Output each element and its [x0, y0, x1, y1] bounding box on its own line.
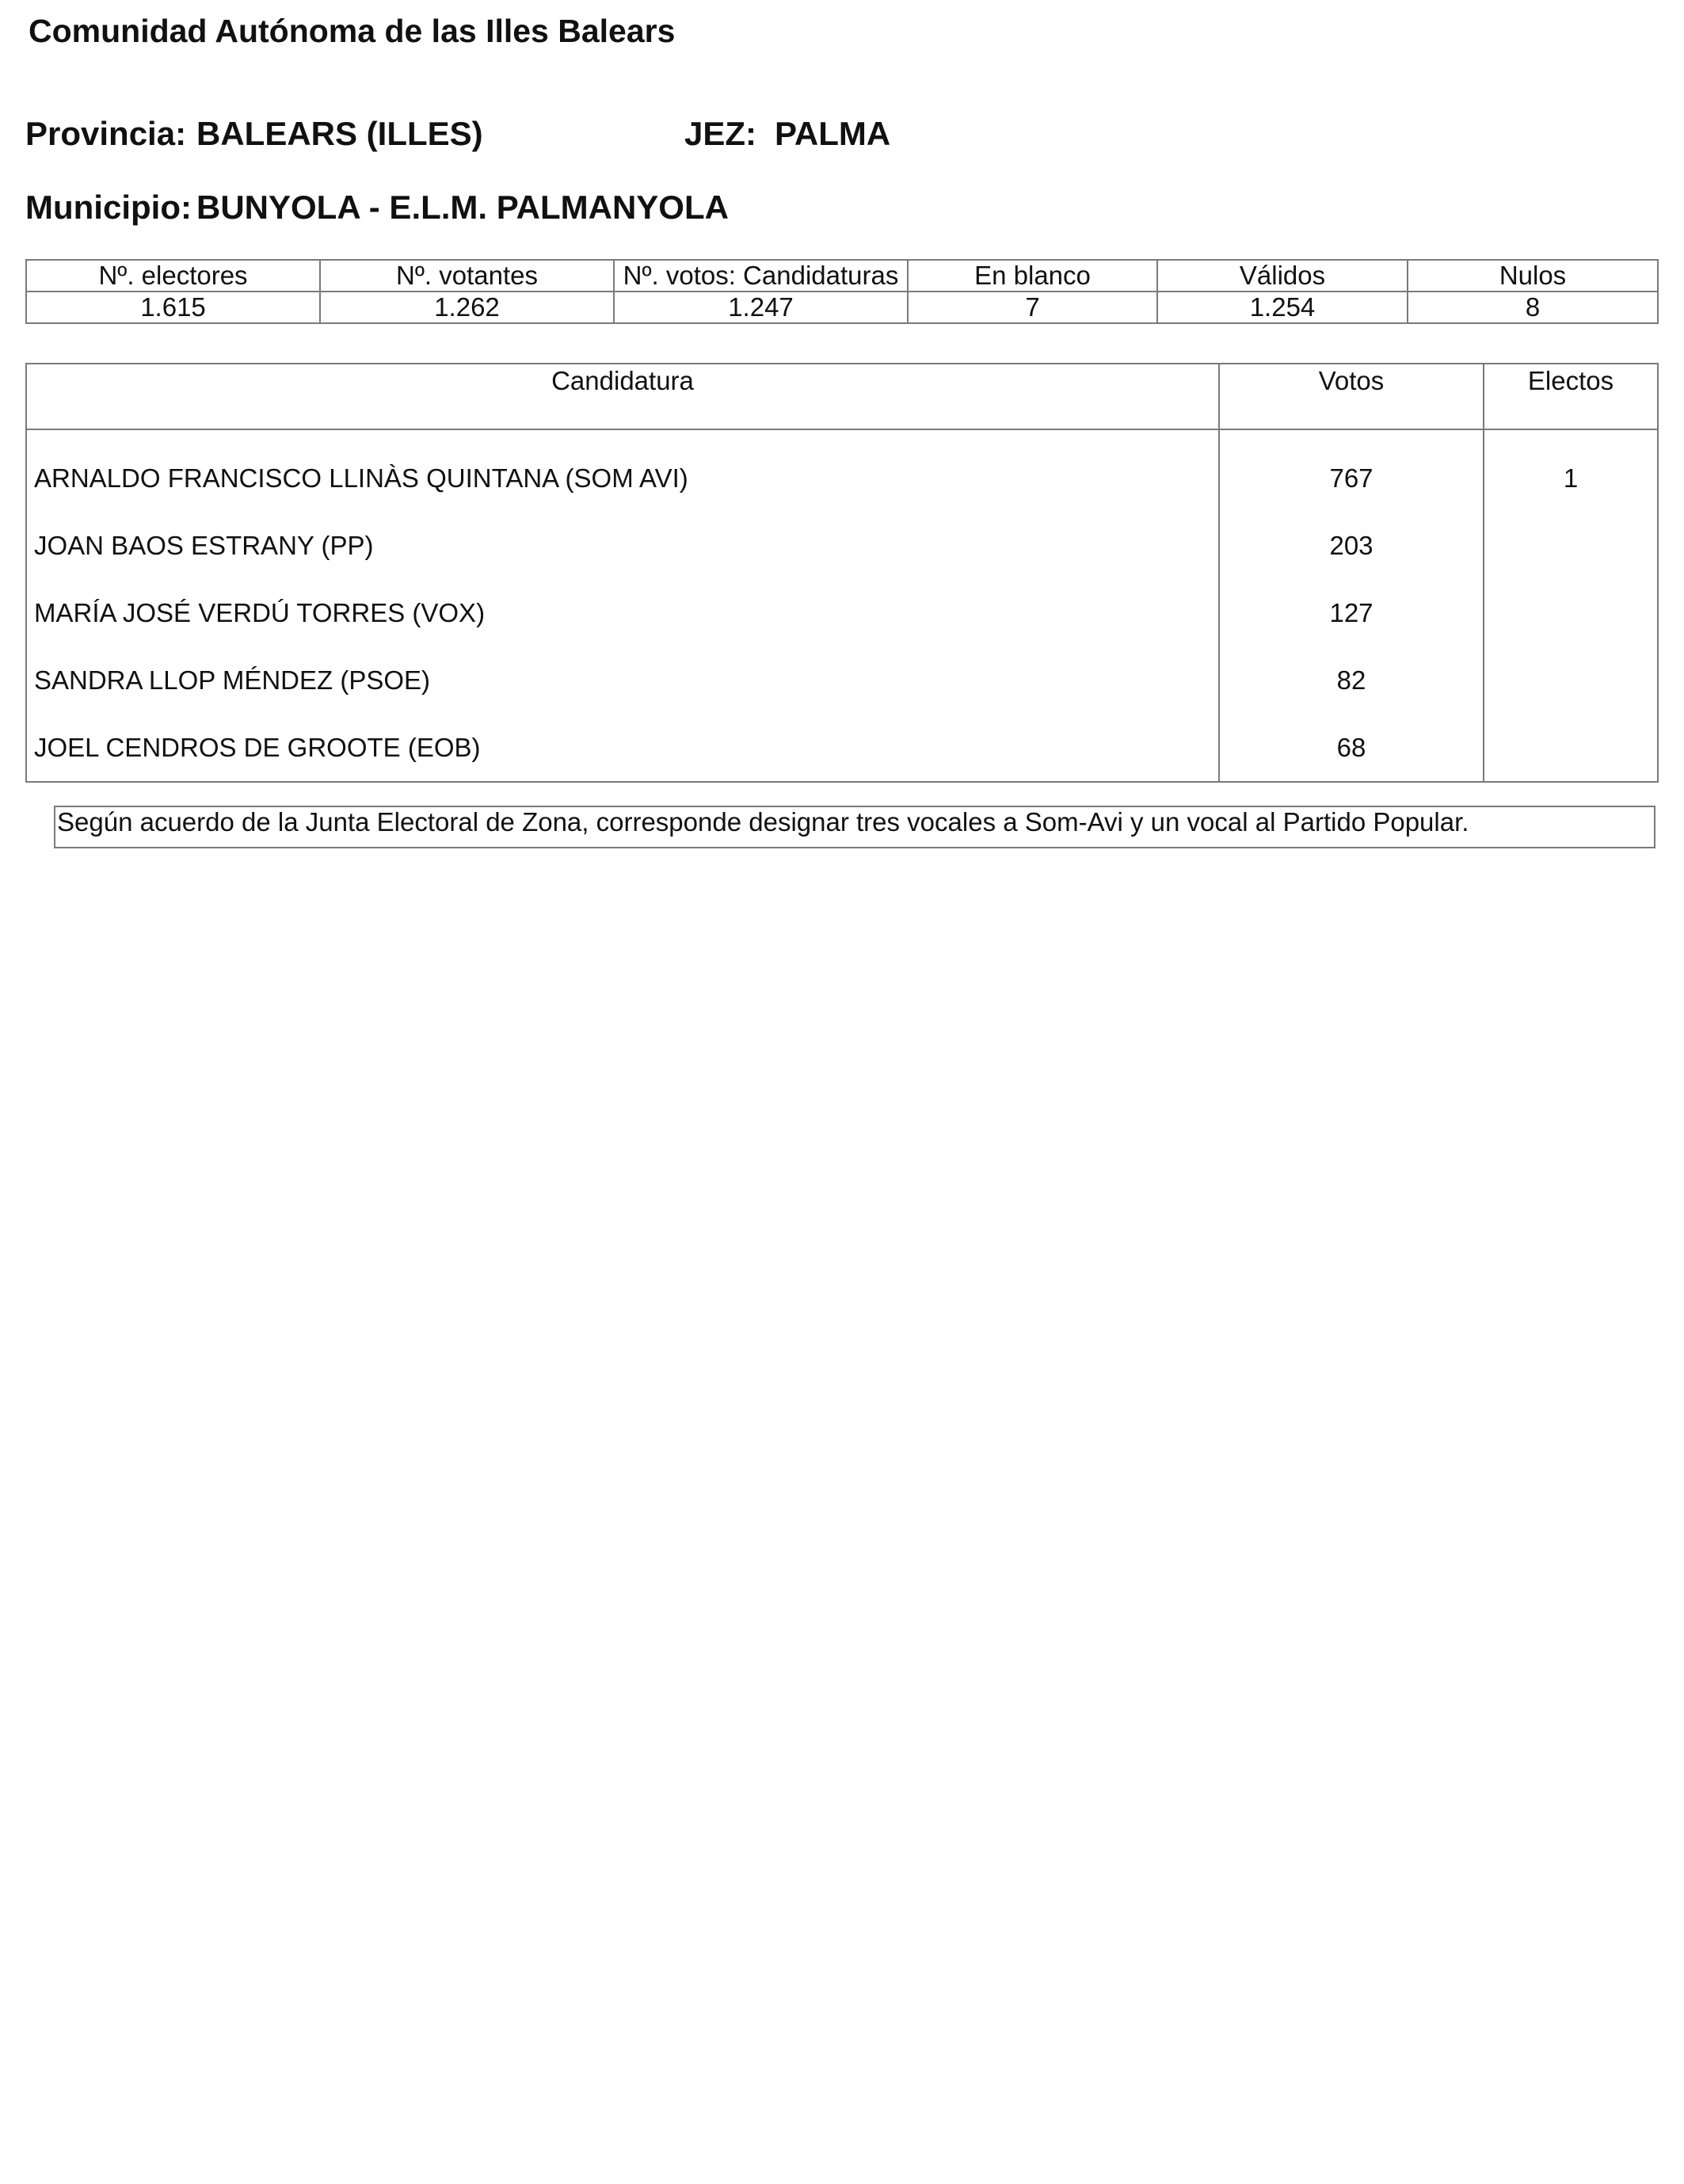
header-candidatura: Candidatura — [26, 364, 1219, 429]
provincia-value: BALEARS (ILLES) — [196, 115, 483, 152]
header-votos: Votos — [1219, 364, 1484, 429]
candidatura-cell: JOAN BAOS ESTRANY (PP) — [26, 512, 1219, 579]
summary-header-cell: Nº. votos: Candidaturas — [614, 260, 908, 292]
votos-cell: 68 — [1219, 714, 1484, 782]
votos-cell: 203 — [1219, 512, 1484, 579]
provincia-label: Provincia: — [25, 115, 187, 152]
electos-cell — [1484, 646, 1658, 714]
municipio-label: Municipio: — [25, 189, 192, 226]
results-header-row — [26, 364, 1658, 429]
summary-value-cell: 1.615 — [26, 292, 320, 323]
summary-value-cell: 7 — [908, 292, 1157, 323]
summary-header-cell: Nulos — [1408, 260, 1658, 292]
summary-header-cell: En blanco — [908, 260, 1157, 292]
summary-header-cell: Nº. votantes — [320, 260, 614, 292]
summary-value-cell: 8 — [1408, 292, 1658, 323]
summary-value-cell: 1.254 — [1157, 292, 1408, 323]
votos-cell: 767 — [1219, 429, 1484, 512]
summary-header-cell: Válidos — [1157, 260, 1408, 292]
summary-header-row — [26, 260, 1658, 292]
electos-cell: 1 — [1484, 429, 1658, 512]
electos-cell — [1484, 579, 1658, 646]
candidatura-cell: ARNALDO FRANCISCO LLINÀS QUINTANA (SOM AVI) — [26, 429, 1219, 512]
candidatura-cell: MARÍA JOSÉ VERDÚ TORRES (VOX) — [26, 579, 1219, 646]
jez-value: PALMA — [775, 115, 891, 152]
summary-value-cell: 1.262 — [320, 292, 614, 323]
summary-value-cell: 1.247 — [614, 292, 908, 323]
table-row — [26, 579, 1658, 646]
votos-cell: 127 — [1219, 579, 1484, 646]
candidatura-cell: JOEL CENDROS DE GROOTE (EOB) — [26, 714, 1219, 782]
note-box: Según acuerdo de la Junta Electoral de Zona, corresponde designar tres vocales a Som-Avi y un vocal al Partido Popular. — [54, 806, 1655, 848]
summary-table — [25, 259, 1659, 324]
table-row — [26, 429, 1658, 512]
votos-cell: 82 — [1219, 646, 1484, 714]
summary-header-cell: Nº. electores — [26, 260, 320, 292]
results-table — [25, 363, 1659, 783]
candidatura-cell: SANDRA LLOP MÉNDEZ (PSOE) — [26, 646, 1219, 714]
electos-cell — [1484, 512, 1658, 579]
table-row — [26, 512, 1658, 579]
electos-cell — [1484, 714, 1658, 782]
jez-label: JEZ: — [684, 115, 757, 152]
header-electos: Electos — [1484, 364, 1658, 429]
page-title: Comunidad Autónoma de las Illes Balears — [29, 13, 676, 49]
table-row — [26, 646, 1658, 714]
table-row — [26, 714, 1658, 782]
municipio-value: BUNYOLA - E.L.M. PALMANYOLA — [196, 189, 729, 226]
summary-value-row — [26, 292, 1658, 323]
